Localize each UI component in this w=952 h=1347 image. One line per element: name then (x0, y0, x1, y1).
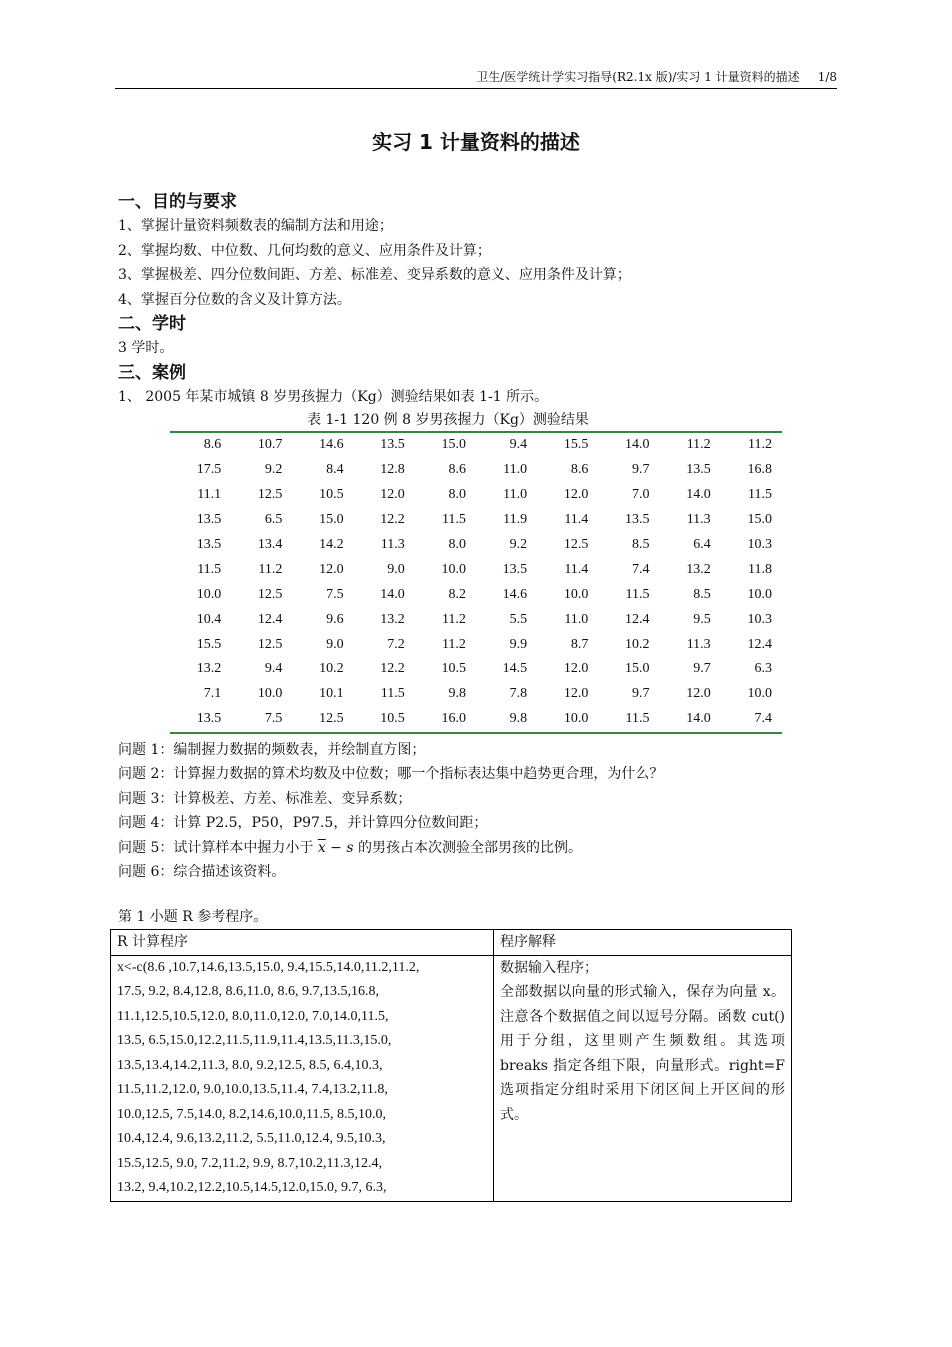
table-cell: 14.0 (625, 437, 650, 453)
section-heading-hours: 二、学时 (118, 314, 186, 334)
table-cell: 10.7 (257, 437, 283, 453)
table-cell: 10.5 (441, 661, 466, 677)
table-cell: 15.0 (319, 512, 344, 528)
table-row (170, 508, 782, 533)
table-cell: 10.0 (257, 686, 283, 702)
table-cell: 11.4 (564, 561, 589, 577)
table-cell: 14.0 (686, 711, 711, 727)
table-cell: 15.5 (563, 437, 589, 453)
table-cell: 11.0 (503, 487, 528, 503)
question-5 (118, 836, 838, 861)
table-cell: 14.0 (686, 487, 711, 503)
table-cell: 11.3 (686, 512, 711, 528)
table-cell: 8.7 (570, 636, 589, 652)
r-program-table (110, 929, 792, 1202)
table-cell: 7.4 (632, 561, 650, 577)
code-line: 13.2, 9.4,10.2,12.2,10.5,14.5,12.0,15.0, 9.7, 6.3, (117, 1180, 387, 1196)
questions-list (118, 738, 838, 885)
table-cell: 16.0 (441, 711, 466, 727)
code-line: 10.4,12.4, 9.6,13.2,11.2, 5.5,11.0,12.4, 9.5,10.3, (117, 1131, 386, 1147)
minus-s-symbol: − s (325, 839, 354, 856)
table-cell: 9.6 (326, 611, 344, 627)
question-4: 问题 4：计算 P2.5，P50，P97.5，并计算四分位数间距； (118, 815, 488, 832)
document-body (118, 190, 838, 1202)
table-cell: 7.1 (203, 686, 222, 702)
table-cell: 11.8 (748, 561, 772, 577)
table-cell: 11.2 (748, 437, 772, 453)
table-cell: 13.5 (686, 462, 711, 478)
table-cell: 8.6 (570, 462, 589, 478)
table-cell: 9.8 (509, 711, 528, 727)
table-cell: 9.0 (387, 561, 405, 577)
table-cell: 7.2 (387, 636, 405, 652)
table-cell: 11.2 (258, 561, 283, 577)
table-cell: 10.0 (563, 586, 589, 602)
table-cell: 12.0 (563, 686, 589, 702)
table-cell: 16.8 (747, 462, 772, 478)
table-cell: 11.5 (625, 586, 650, 602)
question-5-post: 的男孩占本次测验全部男孩的比例。 (358, 839, 582, 856)
table-cell: 11.5 (441, 512, 466, 528)
question-6: 问题 6：综合描述该资料。 (118, 864, 286, 881)
table-cell: 11.5 (380, 686, 405, 702)
table-cell: 11.2 (441, 611, 466, 627)
table-row (170, 657, 782, 682)
table-cell: 11.5 (625, 711, 650, 727)
table-cell: 10.0 (441, 561, 466, 577)
table-cell: 11.0 (503, 462, 528, 478)
question-3: 问题 3：计算极差、方差、标准差、变异系数； (118, 790, 412, 807)
table-caption: 表 1-1 120 例 8 岁男孩握力（Kg）测验结果 (307, 412, 589, 428)
table-row (170, 533, 782, 558)
code-line: 11.1,12.5,10.5,12.0, 8.0,11.0,12.0, 7.0,14.0,11.5, (117, 1008, 389, 1024)
page-title: 实习 1 计量资料的描述 (372, 130, 580, 154)
code-column-header: R 计算程序 (111, 930, 494, 956)
table-cell: 10.3 (747, 611, 772, 627)
table-row (170, 582, 782, 607)
table-cell: 13.5 (502, 561, 528, 577)
table-cell: 14.2 (319, 537, 344, 552)
table-cell: 8.4 (326, 462, 344, 478)
table-cell: 13.5 (380, 437, 405, 453)
table-cell: 12.0 (686, 686, 711, 702)
table-cell: 12.2 (380, 512, 405, 528)
table-cell: 12.4 (625, 611, 650, 627)
page-number: 1/8 (817, 70, 837, 84)
table-row (170, 707, 782, 733)
table-cell: 13.5 (196, 512, 222, 528)
table-cell: 10.2 (319, 661, 344, 677)
table-cell: 11.1 (197, 487, 222, 503)
table-cell: 7.0 (632, 487, 650, 503)
grip-strength-table (170, 431, 782, 734)
hours-text: 3 学时。 (118, 340, 174, 356)
table-cell: 12.2 (380, 661, 405, 677)
question-5-pre: 问题 5：试计算样本中握力小于 (118, 839, 314, 856)
goal-item: 3、掌握极差、四分位数间距、方差、标准差、变异系数的意义、应用条件及计算； (118, 267, 631, 283)
table-cell: 6.3 (754, 661, 772, 677)
table-cell: 14.0 (380, 586, 405, 602)
table-cell: 11.5 (197, 561, 222, 577)
table-cell: 13.5 (196, 537, 222, 552)
table-cell: 8.6 (448, 462, 466, 478)
table-row (170, 632, 782, 657)
table-cell: 9.4 (264, 661, 283, 677)
table-cell: 12.8 (380, 462, 405, 478)
table-cell: 15.0 (441, 437, 466, 453)
table-cell: 12.5 (319, 711, 344, 727)
table-cell: 10.0 (196, 586, 222, 602)
goal-item: 4、掌握百分位数的含义及计算方法。 (118, 291, 351, 308)
table-row (170, 682, 782, 707)
table-cell: 14.5 (502, 661, 528, 677)
table-cell: 14.6 (502, 586, 528, 602)
table-cell: 12.0 (380, 487, 405, 503)
table-cell: 7.5 (326, 586, 344, 602)
table-cell: 8.6 (203, 437, 222, 453)
table-cell: 15.0 (625, 661, 650, 677)
explanation-paragraph: 全部数据以向量的形式输入，保存为向量 x。注意各个数据值之间以逗号分隔。函数 cut()用于分组，这里则产生频数组。其选项 breaks 指定各组下限，向量形式。right=F 选项指定分组时采用下闭区间上开区间的形式。 (500, 984, 785, 1123)
page-header (115, 68, 837, 89)
table-cell: 12.0 (563, 487, 589, 503)
table-cell: 7.5 (264, 711, 283, 727)
table-cell: 10.0 (747, 586, 772, 602)
table-cell: 13.2 (196, 661, 222, 677)
table-cell: 8.5 (632, 537, 650, 552)
section-heading-goals: 一、目的与要求 (118, 192, 237, 212)
table-cell: 12.5 (257, 586, 283, 602)
code-line: 17.5, 9.2, 8.4,12.8, 8.6,11.0, 8.6, 9.7,13.5,16.8, (117, 984, 379, 1000)
question-1: 问题 1：编制握力数据的频数表，并绘制直方图； (118, 741, 426, 758)
table-cell: 11.4 (564, 512, 589, 528)
x-bar-symbol: $\overline{x}$ (317, 839, 326, 856)
table-cell: 8.0 (448, 537, 466, 552)
table-cell: 13.5 (196, 711, 222, 727)
table-cell: 9.7 (693, 661, 711, 677)
table-cell: 9.4 (509, 437, 528, 453)
table-cell: 9.5 (693, 611, 711, 627)
program-intro: 第 1 小题 R 参考程序。 (118, 908, 268, 925)
table-cell: 13.4 (257, 537, 283, 552)
table-cell: 7.4 (754, 711, 772, 727)
table-cell: 9.7 (632, 686, 650, 702)
explanation-column-header: 程序解释 (494, 930, 792, 956)
code-line: 13.5,13.4,14.2,11.3, 8.0, 9.2,12.5, 8.5, 6.4,10.3, (117, 1057, 383, 1073)
code-line: x<-c(8.6 ,10.7,14.6,13.5,15.0, 9.4,15.5,14.0,11.2,11.2, (117, 959, 420, 975)
table-cell: 12.0 (563, 661, 589, 677)
table-row (170, 607, 782, 632)
table-row (170, 458, 782, 483)
table-cell: 7.8 (509, 686, 528, 702)
table-row (170, 432, 782, 458)
table-cell: 9.7 (632, 462, 650, 478)
explanation-line: 数据输入程序； (500, 959, 598, 976)
table-cell: 13.2 (380, 611, 405, 627)
code-line: 13.5, 6.5,15.0,12.2,11.5,11.9,11.4,13.5,11.3,15.0, (117, 1033, 392, 1049)
table-cell: 14.6 (319, 437, 344, 453)
goal-item: 2、掌握均数、中位数、几何均数的意义、应用条件及计算； (118, 242, 491, 259)
table-cell: 9.2 (264, 462, 283, 478)
table-row (170, 557, 782, 582)
table-cell: 6.5 (264, 512, 283, 528)
code-line: 10.0,12.5, 7.5,14.0, 8.2,14.6,10.0,11.5, 8.5,10.0, (117, 1106, 386, 1122)
table-cell: 8.2 (448, 586, 466, 602)
table-cell: 12.5 (257, 487, 283, 503)
table-cell: 9.8 (448, 686, 466, 702)
table-cell: 10.3 (747, 537, 772, 552)
explanation-cell (494, 955, 792, 1201)
section-heading-case: 三、案例 (118, 362, 186, 383)
header-text: 卫生/医学统计学实习指导(R2.1x 版)/实习 1 计量资料的描述 (476, 70, 800, 84)
table-cell: 10.1 (319, 686, 344, 702)
table-cell: 10.2 (625, 636, 650, 652)
table-cell: 10.5 (319, 487, 344, 503)
question-2: 问题 2：计算握力数据的算术均数及中位数；哪一个指标表达集中趋势更合理，为什么？ (118, 766, 664, 783)
table-cell: 12.4 (747, 636, 772, 652)
table-cell: 6.4 (693, 537, 711, 552)
table-cell: 11.9 (503, 512, 528, 528)
table-cell: 13.5 (625, 512, 650, 528)
table-cell: 15.5 (196, 636, 222, 652)
code-line: 15.5,12.5, 9.0, 7.2,11.2, 9.9, 8.7,10.2,11.3,12.4, (117, 1155, 382, 1171)
table-cell: 10.4 (196, 611, 222, 627)
table-cell: 12.0 (319, 561, 344, 577)
case-intro: 1、 2005 年某市城镇 8 岁男孩握力（Kg）测验结果如表 1-1 所示。 (118, 388, 549, 405)
table-cell: 12.5 (563, 537, 589, 552)
table-cell: 10.0 (747, 686, 772, 702)
table-cell: 11.0 (564, 611, 589, 627)
code-line: 11.5,11.2,12.0, 9.0,10.0,13.5,11.4, 7.4,13.2,11.8, (117, 1082, 388, 1098)
table-cell: 17.5 (196, 462, 222, 478)
table-cell: 8.0 (448, 487, 466, 503)
table-cell: 13.2 (686, 561, 711, 577)
table-cell: 11.5 (748, 487, 772, 503)
table-cell: 9.2 (509, 537, 528, 552)
table-cell: 9.9 (509, 636, 528, 652)
table-cell: 12.5 (257, 636, 283, 652)
table-row (170, 483, 782, 508)
table-cell: 5.5 (509, 611, 528, 627)
table-cell: 8.5 (693, 586, 711, 602)
table-cell: 12.4 (257, 611, 283, 627)
table-cell: 11.3 (686, 636, 711, 652)
table-cell: 15.0 (747, 512, 772, 528)
goal-item: 1、掌握计量资料频数表的编制方法和用途； (118, 218, 393, 234)
table-cell: 11.3 (380, 537, 405, 552)
code-cell (111, 955, 494, 1201)
table-cell: 11.2 (441, 636, 466, 652)
table-cell: 9.0 (326, 636, 344, 652)
table-cell: 10.5 (380, 711, 405, 727)
table-cell: 10.0 (563, 711, 589, 727)
table-cell: 11.2 (686, 437, 711, 453)
